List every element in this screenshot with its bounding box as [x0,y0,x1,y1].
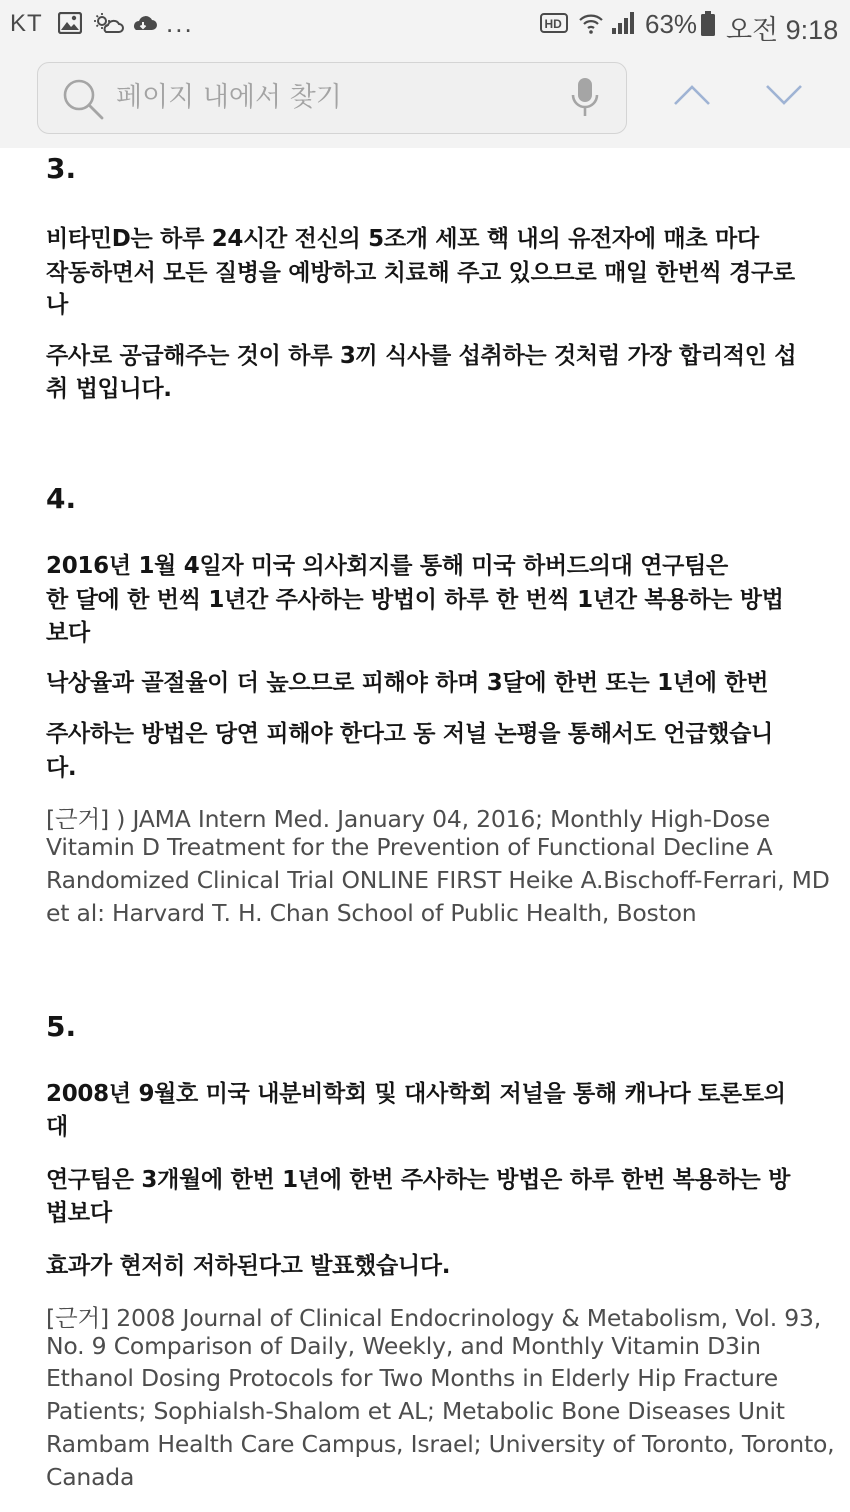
carrier-label: KT [10,10,43,37]
section-4-text-line: 주사하는 방법은 당연 피해야 한다고 동 저널 논평을 통해서도 언급했습니 [46,721,773,747]
section-5-reference-line: Patients; Sophialsh-Shalom et AL; Metabolic Bone Diseases Unit [46,1397,785,1425]
search-input[interactable] [116,63,546,132]
cloud-sync-icon [132,12,158,39]
section-3-text-line: 나 [46,292,68,318]
section-5-text-line: 대 [46,1114,68,1140]
svg-text:HD: HD [544,17,562,31]
section-4-reference-line: Vitamin D Treatment for the Prevention of Functional Decline A [46,833,773,861]
section-5-text-line: 2008년 9월호 미국 내분비학회 및 대사학회 저널을 통해 캐나다 토론토의 [46,1081,786,1107]
section-5-reference-line: No. 9 Comparison of Daily, Weekly, and Monthly Vitamin D3in [46,1332,761,1360]
chevron-down-icon[interactable] [764,82,804,112]
section-5-reference-line: Ethanol Dosing Protocols for Two Months in Elderly Hip Fracture [46,1364,778,1392]
section-3-text-line: 주사로 공급해주는 것이 하루 3끼 식사를 섭취하는 것처럼 가장 합리적인 섭 [46,343,797,369]
section-5-text-line: 효과가 현저히 저하된다고 발표했습니다. [46,1253,451,1279]
hd-voice-icon [540,13,568,40]
section-3-text-line: 작동하면서 모든 질병을 예방하고 치료해 주고 있으므로 매일 한번씩 경구로 [46,260,795,286]
section-4-reference-line: Randomized Clinical Trial ONLINE FIRST Heike A.Bischoff-Ferrari, MD [46,866,830,894]
battery-icon [700,11,716,42]
section-4-reference-line: et al: Harvard T. H. Chan School of Public Health, Boston [46,899,697,927]
section-5-text-line: 연구팀은 3개월에 한번 1년에 한번 주사하는 방법은 하루 한번 복용하는 방 [46,1167,791,1193]
section-5-number: 5. [46,1010,77,1043]
weather-icon [94,12,124,41]
more-notifications: ... [166,8,194,38]
section-5-reference-line: Rambam Health Care Campus, Israel; University of Toronto, Toronto, [46,1430,835,1458]
battery-percent: 63% [645,9,698,39]
section-4-text-line: 보다 [46,620,90,646]
chevron-up-icon[interactable] [672,82,712,112]
find-in-page-bar [0,50,850,148]
section-4-text-line: 한 달에 한 번씩 1년간 주사하는 방법이 하루 한 번씩 1년간 복용하는 방법 [46,587,784,613]
section-5-text-line: 법보다 [46,1200,112,1226]
clock: 오전 9:18 [726,15,839,45]
section-5-reference-line: [근거] 2008 Journal of Clinical Endocrinology & Metabolism, Vol. 93, [46,1304,822,1332]
page-content [0,148,850,1512]
section-4-text-line: 낙상율과 골절율이 더 높으므로 피해야 하며 3달에 한번 또는 1년에 한번 [46,670,769,696]
section-5-reference-line: Canada [46,1463,135,1491]
wifi-icon [578,11,604,40]
signal-icon [610,11,638,40]
section-3-text-line: 취 법입니다. [46,376,172,402]
section-4-text-line: 다. [46,755,77,781]
mic-icon[interactable] [570,77,600,123]
section-3-number: 3. [46,152,77,185]
status-bar [0,0,850,50]
search-icon [62,78,106,126]
section-4-reference-line: [근거] ) JAMA Intern Med. January 04, 2016; Monthly High-Dose [46,805,770,833]
section-3-text-line: 비타민D는 하루 24시간 전신의 5조개 세포 핵 내의 유전자에 매초 마다 [46,226,759,252]
search-box[interactable] [37,62,627,134]
gallery-icon [58,12,82,39]
section-4-number: 4. [46,482,77,515]
section-4-text-line: 2016년 1월 4일자 미국 의사회지를 통해 미국 하버드의대 연구팀은 [46,553,728,579]
